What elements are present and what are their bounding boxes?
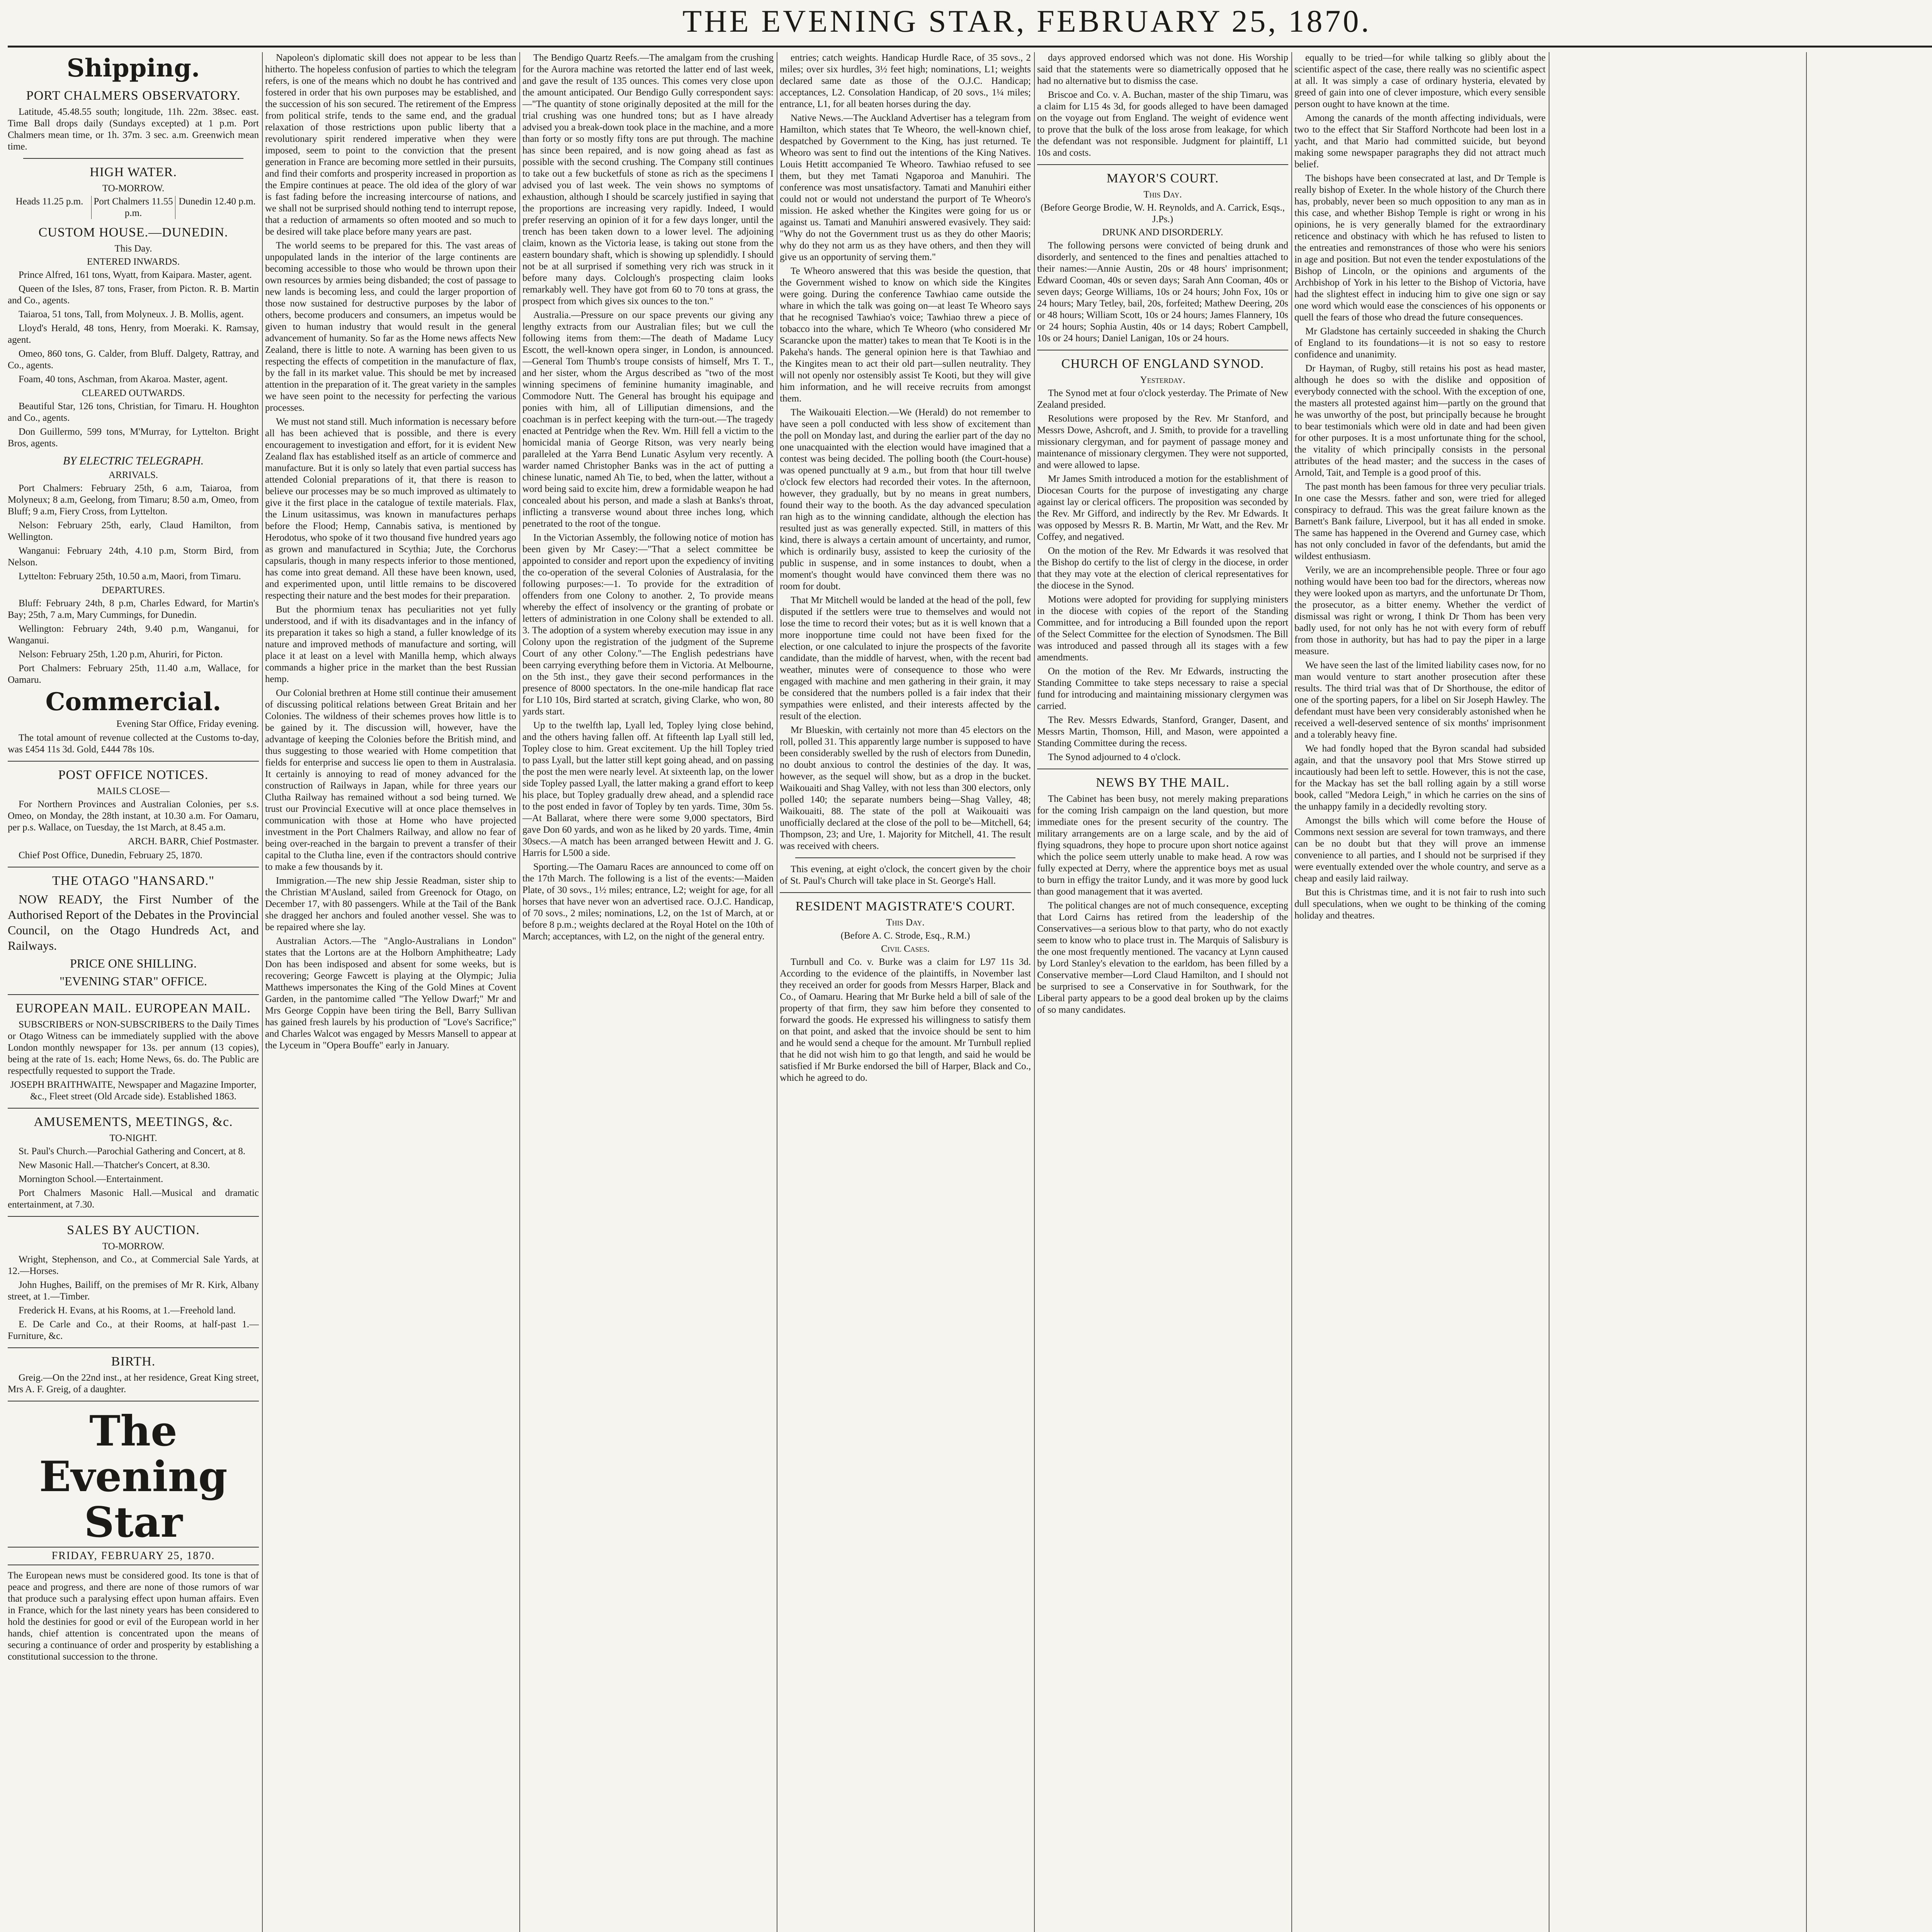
cleared-item: Beautiful Star, 126 tons, Christian, for Timaru. H. Houghton and Co., agents. — [8, 401, 259, 423]
article-paragraph: entries; catch weights. Handicap Hurdle Race, of 35 sovs., 2 miles; over six hurdles, 3½ feet high; nominations, L1; weights declared same date as those of the O.J.C. Handicap; acceptances, L2. Consolation Handicap, of 20 sovs., 1¼ miles; entrance, L1, for all beaten horses during the day. — [780, 53, 1031, 109]
auction-heading: SALES BY AUCTION. — [67, 1223, 200, 1237]
article-paragraph: The Synod met at four o'clock yesterday. The Primate of New Zealand presided. — [1037, 388, 1288, 410]
article-paragraph: days approved endorsed which was not done. His Worship said that the statements were so diametrically opposed that he had no alternative but to dismiss the case. — [1037, 53, 1288, 86]
arrival-item: Lyttelton: February 25th, 10.50 a.m, Maori, from Timaru. — [19, 571, 241, 582]
european-mail-text: SUBSCRIBERS or NON-SUBSCRIBERS to the Daily Times or Otago Witness can be immediately supplied with the above London monthly newspaper for 13s. per annum (13 copies), being at the rate of 1s. each; Home News, 6s. do. The Public are respectfully requested to support the Trade. — [8, 1019, 259, 1076]
column-rule — [519, 52, 520, 1932]
hansard-heading: THE OTAGO "HANSARD." — [52, 874, 214, 888]
article-paragraph: equally to be tried—for while talking so glibly about the scientific aspect of the case, there really was no scientific aspect at all. It was simply a case of ordinary hysteria, elevated by greed of gain into one of clever imposture, which every sensible person ought to have known at the time. — [1294, 53, 1546, 109]
column-5 — [1037, 52, 1288, 1932]
article-paragraph: The Bendigo Quartz Reefs.—The amalgam from the crushing for the Aurora machine was retorted the latter end of last week, and gave the result of 135 ounces. This comes very close upon the amount anticipated. Our Bendigo Gully correspondent says:—"The quantity of stone originally deposited at the mill for the trial crushing was one hundred tons; but as I have already advised you a break-down took place in the machine, and a more than forty or so mostly fifty tons are put through. The machine has since been repaired, and is now going ahead as fast as possible with the second crushing. The Company still continues to take out a few bucketfuls of stone as rich as the specimens I advised you of last week. The vein shows no symptoms of exhaustion, although I should be scarcely justified in saying that the proportions are increasing very rapidly. Indeed, I would prefer reserving an opinion of it for a few days longer, until the trench has been taken down to a lower level. The adjoining claim, known as the Victoria lease, is taking out stone from the eastern boundary shaft, which is showing up splendidly. I should not be at all surprised if something very rich was struck in it before many days. Colclough's prospecting claim looks remarkably well. They have got from 60 to 70 tons at grass, the prospect from which gives six ounces to the ton." — [522, 53, 774, 306]
article-paragraph: The Cabinet has been busy, not merely making preparations for the coming Irish campaign on the land question, but more immediate ones for the present security of the country. The military arrangements are on a large scale, and by the aid of flying squadrons, they hope to procure upon short notice against which the police seem utterly unable to make head. A row was fully expected at Derry, where the apprentice boys met as usual to burn in effigy the traitor Lundy, and it was more by good luck than good management that it was averted. — [1037, 794, 1288, 897]
article-paragraph: That Mr Mitchell would be landed at the head of the poll, few disputed if the settlers were true to themselves and would not lose the time to record their votes; but as it is well known that a more inopportune time could not have been fixed for the election, or one calculated to injure the prospects of the favorite candidate, than the middle of harvest, when, with the recent bad weather, minutes were of consequence to those who were engaged with machine and men gathering in their grain, it may be considered that the numbers polled is a fair index that their sympathies were enlisted, and their interests affected by the result of the election. — [780, 595, 1031, 721]
article-paragraph: The bishops have been consecrated at last, and Dr Temple is really bishop of Exeter. In the whole history of the Church there has, probably, never been so much opposition to any man as in this case, and whether Bishop Temple is right or wrong in his opinions, he is very generally blamed for the extraordinary reticence and obstinacy with which he has refused to listen to the entreaties and remonstrances of those who were his seniors in age and position. But not even the tender expostulations of the Bishop of Lincoln, or the opinions and arguments of the Archbishop of York in his letter to the Bishop of Victoria, have had the slightest effect in inducing him to give one sign or say one word which would ease the consciences of his opponents or quell the fears of those who dread the future consequences. — [1294, 173, 1546, 323]
article-paragraph: We had fondly hoped that the Byron scandal had subsided again, and that the unsavory pool that Mrs Stowe stirred up incautiously had been left to settle. However, this is not the case, for the Mackay has set the ball rolling again by a still worse book, called "Medora Leigh," in which he carries on the sins of the unhappy family in a decidedly revolting story. — [1294, 743, 1546, 812]
amusement-item: Port Chalmers Masonic Hall.—Musical and dramatic entertainment, at 7.30. — [8, 1188, 259, 1210]
high-water-sub: TO-MORROW. — [102, 183, 165, 194]
arrivals-heading: ARRIVALS. — [108, 470, 158, 480]
column-3 — [522, 52, 774, 1932]
post-office-heading: POST OFFICE NOTICES. — [58, 768, 209, 782]
column-rule — [262, 52, 263, 1932]
shipping-heading: Shipping. — [66, 54, 200, 83]
article-paragraph: The following persons were convicted of being drunk and disorderly, and sentenced to the fines and penalties attached to their names:—Annie Austin, 20s or 48 hours' imprisonment; Edward Cooman, 40s or seven days; Sarah Ann Cooman, 40s or seven days; George Williams, 10s or 24 hours; John Fox, 10s or 24 hours; Mary Tetley, bail, 20s, forfeited; Mathew Deering, 20s or 48 hours; William Scott, 10s or 24 hours; James Flannery, 10s or 24 hours; Sophia Austin, 40s or 14 days; Robert Campbell, 10s or 24 hours; Daniel Lanigan, 10s or 24 hours. — [1037, 240, 1288, 344]
issue-date: FRIDAY, FEBRUARY 25, 1870. — [8, 1547, 259, 1565]
commercial-text: The total amount of revenue collected at the Customs to-day, was £454 11s 3d. Gold, £444 78s 10s. — [8, 733, 259, 755]
article-paragraph: The Rev. Messrs Edwards, Stanford, Granger, Dasent, and Messrs Martin, Thomson, Hill, and Mason, were appointed a Standing Committee during the recess. — [1037, 715, 1288, 748]
resident-magistrate-heading: RESIDENT MAGISTRATE'S COURT. — [795, 899, 1015, 913]
article-paragraph: In the Victorian Assembly, the following notice of motion has been given by Mr Casey:—"That a select committee be appointed to consider and report upon the expediency of inviting the co-operation of the several Colonies of Australasia, for the following purposes:—1. To provide for the extradition of offenders from one Colony to another. 2, To provide means whereby the effect of insolvency or the granting of probate or letters of administration in one Colony shall be extended to all. 3. The adoption of a system whereby execution may issue in any Colony upon the registration of the judgment of the Supreme Court of any other Colony."—The English pedestrians have been carrying everything before them in Victoria. At Melbourne, on the 5th inst., they gave their second performances in the presence of 8000 spectators. In the one-mile handicap flat race for L10 10s, Bird started at scratch, giving Clarke, who won, 80 yards start. — [522, 532, 774, 717]
european-mail-signature: JOSEPH BRAITHWAITE, Newspaper and Magazine Importer, &c., Fleet street (Old Arcade side). Established 1863. — [10, 1080, 257, 1102]
synod-heading: CHURCH OF ENGLAND SYNOD. — [1061, 357, 1264, 371]
article-paragraph: Briscoe and Co. v. A. Buchan, master of the ship Timaru, was a claim for L15 4s 3d, for goods alleged to have been damaged on the voyage out from England. The weight of evidence went to prove that the bulk of the loss arose from leakage, for which the defendant was not responsible. Judgment for plaintiff, L1 10s and costs. — [1037, 90, 1288, 158]
hansard-price: PRICE ONE SHILLING. — [70, 956, 197, 970]
post-office-sub: MAILS CLOSE— — [97, 786, 170, 796]
column-rule — [1806, 52, 1807, 1932]
arrival-item: Port Chalmers: February 25th, 6 a.m, Taiaroa, from Molyneux; 8 a.m, Geelong, from Timaru; 8.50 a.m, Omeo, from Bluff; 9 a.m, Fiery Cross, from Lyttelton. — [8, 483, 259, 517]
tide-table — [8, 196, 259, 219]
article-paragraph: Mr James Smith introduced a motion for the establishment of Diocesan Courts for the purpose of investigating any charge against lay or clerical officers. The proposition was seconded by the Rev. Mr Gifford, and indirectly by the Rev. Mr Edwards. It was opposed by Messrs R. B. Martin, Mr Watt, and the Rev. Mr Coffey, and negatived. — [1037, 474, 1288, 542]
article-paragraph: On the motion of the Rev. Mr Edwards, instructing the Standing Committee to take steps necessary to raise a special fund for introducing and maintaining missionary clergymen was carried. — [1037, 666, 1288, 711]
article-paragraph: But the phormium tenax has peculiarities not yet fully understood, and if with its disadvantages and in the infancy of its preparation it takes so high a stand, a fuller knowledge of its nature and improved methods of manufacture and sorting, will place it at least on a level with Manilla hemp, which always commands a higher price in the market than the best Russian hemp. — [265, 604, 516, 684]
commercial-heading: Commercial. — [45, 687, 221, 716]
post-office-signature: ARCH. BARR, Chief Postmaster. — [128, 836, 259, 847]
amusement-item: Mornington School.—Entertainment. — [19, 1174, 163, 1184]
article-paragraph: Immigration.—The new ship Jessie Readman, sister ship to the Christian M'Ausland, sailed from Greenock for Otago, on December 17, with 80 passengers. While at the Tail of the Bank she dragged her anchors and fouled another vessel. She was to be repaired where she lay. — [265, 876, 516, 932]
article-paragraph: But this is Christmas time, and it is not fair to rush into such dull speculations, when we ought to be thinking of the coming holiday and theatres. — [1294, 887, 1546, 921]
synod-day: Yesterday. — [1140, 375, 1185, 385]
post-office-footer: Chief Post Office, Dunedin, February 25, 1870. — [19, 850, 202, 861]
hansard-office: "EVENING STAR" OFFICE. — [60, 974, 207, 988]
evening-star-logo: The Evening Star — [39, 1407, 228, 1547]
article-paragraph: Australia.—Pressure on our space prevents our giving any lengthy extracts from our Australian files; but we cull the following items from them:—The death of Madame Lucy Escott, the well-known opera singer, in London, is announced.—General Tom Thumb's troupe consists of himself, Mrs T. T., and her sister, whom the Argus described as "two of the most winning specimens of feminine humanity imaginable, and Commodore Nutt. The General has brought his equipage and ponies with him, all of Lilliputian dimensions, and the coachman is in perfect keeping with the turn-out.—The tragedy enacted at Pentridge when the Rev. Wm. Hill fell a victim to the homicidal mania of George Ritson, was very nearly being paralleled at the Yarra Bend Lunatic Asylum very recently. A warder named Christopher Banks was in the act of putting a chinese lunatic, named Ah Tie, to bed, when the latter, without a word being said to excite him, drew a formidable weapon he had concealed about his person, and made a slash at Banks's throat, inflicting a transverse wound about three inches long, which penetrated to the root of the tongue. — [522, 310, 774, 529]
hansard-text: NOW READY, the First Number of the Authorised Report of the Debates in the Provincial Council, on the Otago Hundreds Act, and Railways. — [8, 892, 259, 952]
cleared-heading: CLEARED OUTWARDS. — [82, 388, 185, 398]
departure-item: Nelson: February 25th, 1.20 p.m, Ahuriri, for Picton. — [19, 649, 223, 660]
lead-article: The European news must be considered good. Its tone is that of peace and progress, and there are none of those rumors of war that produce such a paralysing effect upon human affairs. Even in France, which for the last ninety years has been considered to hold the destinies for good or evil of the European world in her hands, chief attention is concentrated upon the means of securing a continuance of order and prosperity by establishing a constitutional succession to the throne. — [8, 1570, 259, 1662]
tide-heads: Heads 11.25 p.m. — [15, 196, 83, 207]
arrival-item: Wanganui: February 24th, 4.10 p.m, Storm Bird, from Nelson. — [8, 546, 259, 568]
column-rule — [1034, 52, 1035, 1932]
drunk-heading: DRUNK AND DISORDERLY. — [1102, 227, 1223, 238]
article-paragraph: Mr Gladstone has certainly succeeded in shaking the Church of England to its foundations—it is not so easy to restore confidence and unanimity. — [1294, 326, 1546, 360]
birth-heading: BIRTH. — [111, 1354, 156, 1369]
departure-item: Wellington: February 24th, 9.40 p.m, Wanganui, for Wanganui. — [8, 624, 259, 646]
article-paragraph: Verily, we are an incomprehensible people. Three or four ago nothing would have been too bad for the directors, whereas now they were looked upon as martyrs, and the unfortunate Dr Thom, the prosecutor, as a bitter enemy. Whether the verdict of dismissal was right or wrong, I think Dr Thom has been very badly used, for not only has he not with every form of rebuff from those in authority, but has had to pay the piper in a large measure. — [1294, 565, 1546, 656]
masthead-rule — [8, 46, 1932, 48]
amusement-item: New Masonic Hall.—Thatcher's Concert, at 8.30. — [19, 1160, 210, 1170]
article-paragraph: Amongst the bills which will come before the House of Commons next session are several for town tramways, and there can be no doubt but that they will prove an immense convenience to all parties, and I should not be surprised if they were eventually extended over the whole country, and serve as a cheap and easily laid railway. — [1294, 815, 1546, 884]
entered-item: Omeo, 860 tons, G. Calder, from Bluff. Dalgety, Rattray, and Co., agents. — [8, 349, 259, 371]
article-paragraph: On the motion of the Rev. Mr Edwards it was resolved that the Bishop do certify to the list of clergy in the diocese, in order that they may vote at the election of clerical representatives for the diocese in the Synod. — [1037, 546, 1288, 591]
article-paragraph: Turnbull and Co. v. Burke was a claim for L97 11s 3d. According to the evidence of the plaintiffs, in November last they received an order for goods from Messrs Harper, Black and Co., of Oamaru. Hearing that Mr Burke held a bill of sale of the property of that firm, they saw him before they consented to forward the goods. He expressed his willingness to satisfy them on that point, and asked that the invoice should be sent to him and he would send a cheque for the amount. Mr Turnbull replied that he did not wish him to go that length, and said he would be satisfied if Mr Burke endorsed the bill of Harper, Black and Co., which he agreed to do. — [780, 957, 1031, 1083]
article-paragraph: Resolutions were proposed by the Rev. Mr Stanford, and Messrs Dowe, Ashcroft, and J. Smith, to provide for a travelling missionary clergyman, and for payment of passage money and maintenance of missionary clergymen. They were not supported, and were allowed to lapse. — [1037, 413, 1288, 470]
auction-item: E. De Carle and Co., at their Rooms, at half-past 1.—Furniture, &c. — [8, 1319, 259, 1341]
tide-dunedin: Dunedin 12.40 p.m. — [175, 196, 259, 219]
news-by-mail-heading: NEWS BY THE MAIL. — [1096, 776, 1230, 790]
article-paragraph: The Waikouaiti Election.—We (Herald) do not remember to have seen a poll conducted with less show of excitement than the poll on Monday last, and during the earlier part of the day no one unacquainted with the election would have imagined that a contest was being decided. The polling booth (the Court-house) was opened punctually at 9 a.m., but from that hour till twelve o'clock few electors had recorded their votes. In the afternoon, however, they gradually, but by no means in great numbers, found their way to the booth. As the day advanced speculation ran high as to the winning candidate, although the election has resulted just as was generally expected. Still, in matters of this kind, there is always a certain amount of uncertainty, and rumor, which is ordinarily busy, assisted to keep the curiosity of the public in suspense, and in some instances to doubt, when a moment's thought would have convinced them there was no room for doubt. — [780, 407, 1031, 592]
entered-item: Taiaroa, 51 tons, Tall, from Molyneux. J. B. Mollis, agent. — [19, 309, 244, 320]
entered-item: Queen of the Isles, 87 tons, Fraser, from Picton. R. B. Martin and Co., agents. — [8, 284, 259, 306]
resident-magistrate-day: This Day. — [886, 917, 925, 928]
auction-sub: TO-MORROW. — [102, 1241, 165, 1252]
auction-item: Frederick H. Evans, at his Rooms, at 1.—Freehold land. — [19, 1305, 236, 1316]
arrival-item: Nelson: February 25th, early, Claud Hamilton, from Wellington. — [8, 520, 259, 542]
auction-item: John Hughes, Bailiff, on the premises of Mr R. Kirk, Albany street, at 1.—Timber. — [8, 1280, 259, 1302]
article-paragraph: Mr Blueskin, with certainly not more than 45 electors on the roll, polled 31. This apparently large number is supposed to have been considerably swelled by the rush of electors from Dunedin, no doubt anxious to control the destinies of the day. It was, however, as the sequel will show, but as a drop in the bucket. Waikouaiti and Shag Valley, with not less than 300 electors, only polled 140; the separate numbers being—Shag Valley, 48; Waikouaiti, 88. The state of the poll at Waikouaiti was unofficially declared at the close of the poll to be—Mitchell, 64; Thompson, 23; and Ure, 1. Majority for Mitchell, 41. The result was received with cheers. — [780, 725, 1031, 851]
article-paragraph: We must not stand still. Much information is necessary before all has been achieved that is possible, and there is every encouragement to investigation and effort, for it is evident New Zealand flax has established itself as an article of commerce and manufacture. But it is only so lately that even partial success has attended Colonial preparations of it, that there is reason to believe our processes may be so much improved as ultimately to give it the first place in the catalogue of textile materials. Flax, the Linum usitassimus, was known in manufactures perhaps before the Flood; Hemp, Cannabis sativa, is mentioned by Herodotus, who spoke of it two thousand five hundred years ago as grown and manufactured in Scythia; Jute, the Corchorus capsularis, though in many respects inferior to those mentioned, has come into great demand. All these have been known, used, and experimented upon, until little remains to be discovered respecting their nature and the best modes for their preparation. — [265, 417, 516, 601]
column-rule — [1291, 52, 1292, 1932]
column-2 — [265, 52, 516, 1932]
entered-item: Prince Alfred, 161 tons, Wyatt, from Kaipara. Master, agent. — [19, 270, 252, 280]
entered-item: Foam, 40 tons, Aschman, from Akaroa. Master, agent. — [19, 374, 228, 384]
entered-item: Lloyd's Herald, 48 tons, Henry, from Moeraki. K. Ramsay, agent. — [8, 323, 259, 345]
auction-item: Wright, Stephenson, and Co., at Commercial Sale Yards, at 12.—Horses. — [8, 1254, 259, 1276]
article-paragraph: Among the canards of the month affecting individuals, were two to the effect that Sir Stafford Northcote had been lost in a yacht, and that Mario had committed suicide, but beyond making some newspaper paragraphs they did not attract much belief. — [1294, 113, 1546, 170]
customs-day: This Day. — [114, 243, 152, 254]
mayors-court-heading: MAYOR'S COURT. — [1106, 171, 1219, 185]
departures-heading: DEPARTURES. — [102, 585, 165, 595]
commercial-office: Evening Star Office, Friday evening. — [116, 719, 259, 729]
article-paragraph: Dr Hayman, of Rugby, still retains his post as head master, although he does so with the dislike and opposition of everybody connected with the school. With the exception of one, the masters all protested against him—partly on the ground that he was unworthy of the post, but principally because he brought to bear testimonials which were old in date and had been given for other purposes. It is a most unfortunate thing for the school, the vitality of which principally consists in the personal attributes of the head master; and the success in the cases of Arnold, Tait, and Temple is a good proof of this. — [1294, 363, 1546, 478]
column-4 — [780, 52, 1031, 1932]
article-paragraph: Te Wheoro answered that this was beside the question, that the Government wished to know on which side the Kingites were going. During the conference Tawhiao came outside the whare in which the talk was going on—at least Te Wheoro says that he recognised Tawhiao's voice; Tawhiao threw a piece of tobacco into the whare, which Te Wheoro (who considered Mr Scarancke upon the matter) takes to mean that Te Kooti is in the Pakeha's hands. The general opinion here is that Tawhiao and the Kingites mean to act their old part—sullen neutrality. They will not openly nor ostensibly assist Te Kooti, but they will give him information, and he will receive recruits from amongst them. — [780, 266, 1031, 404]
article-paragraph: Our Colonial brethren at Home still continue their amusement of discussing political relations between Great Britain and her Colonies. The wildness of their schemes proves how little is to be gained by it. The discussion will, however, have the advantage of keeping the Colonies before the British mind, and thus suggesting to those wearied with Home competition that fields for enterprise and success lie open to them in Australasia. It certainly is annoying to read of money advanced for the construction of Railways in Japan, while for three years our Clutha Railway has remained without a sod being turned. We trust our Provincial Executive will at once place themselves in communication with those at Home who have projected investment in the Port Chalmers Railway, and allow no fear of being over-reached in the bargain to prevent a transfer of their capital to the Clutha line, even if the contractors should contrive to make a few thousands by it. — [265, 688, 516, 872]
observatory-text: Latitude, 45.48.55 south; longitude, 11h. 22m. 38sec. east. Time Ball drops daily (Sundays excepted) at 1 p.m. Port Chalmers mean time, or 1h. 37m. 3 sec. a.m. Greenwich mean time. — [8, 107, 259, 152]
article-paragraph: Native News.—The Auckland Advertiser has a telegram from Hamilton, which states that Te Wheoro, the well-known chief, despatched by Government to the King, has just returned. Te Wheoro was sent to find out the intentions of the King Natives. Louis Hetitt accompanied Te Wheoro. Tawhiao refused to see them, but they met Tamati Ngaporoa and Manuhiri. The conference was most unsatisfactory. Tamati and Manuhiri either could not or would not understand the purport of Te Wheoro's mission. He asked whether the Kingites were going for us or against us. Tamati and Manuhiri answered evasively. They said: "Why do not the Government trust us as they do other Maoris; why do they not arm us as they have others, and then they will give us an opportunity of serving them." — [780, 113, 1031, 262]
article-paragraph: The Synod adjourned to 4 o'clock. — [1048, 752, 1181, 762]
cleared-item: Don Guillermo, 599 tons, M'Murray, for Lyttelton. Bright Bros, agents. — [8, 427, 259, 449]
article-paragraph: Motions were adopted for providing for supplying ministers in the diocese with copies of the report of the Standing Committee, and for introducing a Bill founded upon the report of the Select Committee for the election of Synodsmen. The Bill was introduced and passed through all its stages with a few amendments. — [1037, 594, 1288, 663]
high-water-heading: HIGH WATER. — [90, 165, 177, 179]
column-1 — [8, 52, 259, 1932]
departure-item: Bluff: February 24th, 8 p.m, Charles Edward, for Martin's Bay; 25th, 7 a.m, Mary Cummings, for Dunedin. — [8, 598, 259, 620]
article-paragraph: The past month has been famous for three very peculiar trials. In one case the Messrs. father and son, were tried for alleged conspiracy to defraud. This was the great failure known as the Barnett's Bank failure, Liverpool, but it has all ended in smoke. The same has happened in the Overend and Gurney case, which has not only concluded in favor of the defendants, but amid the wildest enthusiasm. — [1294, 481, 1546, 561]
european-mail-heading: EUROPEAN MAIL. EUROPEAN MAIL. — [16, 1001, 251, 1015]
amusements-heading: AMUSEMENTS, MEETINGS, &c. — [34, 1115, 233, 1129]
mayors-court-day: This Day. — [1143, 189, 1182, 200]
article-paragraph: Australian Actors.—The "Anglo-Australians in London" states that the Lortons are at the Holborn Amphitheatre; Lady Don has been indisposed and absent for some weeks, but is recovering; George Fawcett is playing at the Olympic; Julia Matthews impersonates the King of the Gold Mines at Covent Garden, in the pantomime called "The Yellow Dwarf;" Mr and Mrs George Coppin have been tiring the Bell, Barry Sullivan has gained fresh laurels by his production of "Love's Sacrifice;" and Charles Walcot was engaged by Messrs Mansell to appear at the Lyceum in "Opera Bouffe" early in January. — [265, 936, 516, 1051]
article-paragraph: Up to the twelfth lap, Lyall led, Topley lying close behind, and the others having fallen off. At fifteenth lap Lyall still led, Topley close to him. Great excitement. Up the hill Topley tried to pass Lyall, but the latter still kept going ahead, and on passing the post the men were nearly level. At sixteenth lap, on the lower side Topley passed Lyall, the latter making a grand effort to keep his place, but Topley gradually drew ahead, and a splendid race to the post ended in favor of Topley by ten yards. Time, 30m 5s.—At Ballarat, where there were some 9,000 spectators, Bird gave Don 60 yards, and won as he liked by 20 yards. Time, 4min 30secs.—A match has been arranged between Hewitt and J. G. Harris for L500 a side. — [522, 720, 774, 858]
resident-magistrate-before: (Before A. C. Strode, Esq., R.M.) — [840, 930, 970, 941]
departure-item: Port Chalmers: February 25th, 11.40 a.m, Wallace, for Oamaru. — [8, 663, 259, 685]
telegraph-heading: BY ELECTRIC TELEGRAPH. — [63, 454, 204, 467]
article-paragraph: The world seems to be prepared for this. The vast areas of unpopulated lands in the interior of the large continents are becoming accessible to those who would be thrown upon their own resources by armies being disbanded; the cost of passage to new lands is becoming less, and could the larger proportion of those now sustained for destructive purposes by the labor of others, become producers and consumers, an impetus would be given to human industry that would result in the general advancement of humanity. So far as the Home news affects New Zealand, there is little to note. A warning has been given to us respecting the effects of competition in the manufacture of flax, by the fall in its market value. This should be met by increased attention in the preparation of it. The great variety in the samples we have seen point to the necessity for perfecting the various processes. — [265, 240, 516, 413]
amusements-sub: TO-NIGHT. — [109, 1133, 157, 1143]
article-paragraph: The political changes are not of much consequence, excepting that Lord Cairns has retired from the leadership of the Conservatives—a serious blow to that party, who do not exactly seem to know who to place trust in. The Marquis of Salisbury is the one most frequently mentioned. The vacancy at Lynn caused by Lord Stanley's elevation to the earldom, has been filled by a Conservative member—Lord Claud Hamilton, and I should not be surprised to see a Conservative in for Southwark, for the Liberal party appears to be a good deal broken up by the claims of so many candidates. — [1037, 900, 1288, 1015]
article-paragraph: Napoleon's diplomatic skill does not appear to be less than hitherto. The hopeless confusion of parties to which the telegram refers, is one of the means which no doubt he has contrived and fostered in order that his own purposes may be established, and the succession of his son secured. The retirement of the Empress from political strife, tends to the same end, and the gradual relaxation of those restrictions upon public liberty that a revolutionary spirit rendered imperative when they were imposed, seem to point to the conviction that the present generation in France are becoming more settled in their pursuits, and find their comforts and prosperity increased in proportion as the Empire continues at peace. The old idea of the glory of war is fast fading before the increasing intercourse of nations, and we shall not be surprised should nothing tend to interrupt repose, that a reduction of armaments so often mooted and so much to be desired will take place before many years are past. — [265, 53, 516, 237]
post-office-text: For Northern Provinces and Australian Colonies, per s.s. Omeo, on Monday, the 28th instant, at 10.30 a.m. For Oamaru, per p.s. Wallace, on Tuesday, the 1st March, at 8.45 a.m. — [8, 799, 259, 833]
article-paragraph: This evening, at eight o'clock, the concert given by the choir of St. Paul's Church will take place in St. George's Hall. — [780, 864, 1031, 886]
amusement-item: St. Paul's Church.—Parochial Gathering and Concert, at 8. — [19, 1146, 246, 1156]
article-paragraph: We have seen the last of the limited liability cases now, for no man would venture to start another prosecution after these results. The third trial was that of Dr Shorthouse, the editor of one of the sporting papers, for a libel on Sir Joseph Hawley. The defendant must have been very considerably astonished when he received a well-deserved sentence of six months' imprisonment and a tolerably heavy fine. — [1294, 660, 1546, 740]
observatory-heading: PORT CHALMERS OBSERVATORY. — [26, 88, 241, 103]
birth-text: Greig.—On the 22nd inst., at her residence, Great King street, Mrs A. F. Greig, of a daughter. — [8, 1372, 259, 1395]
customs-heading: CUSTOM HOUSE.—DUNEDIN. — [38, 225, 228, 240]
page-masthead: THE EVENING STAR, FEBRUARY 25, 1870. — [682, 3, 1371, 39]
mayors-court-before: (Before George Brodie, W. H. Reynolds, and A. Carrick, Esqs., J.Ps.) — [1040, 202, 1285, 224]
article-paragraph: Sporting.—The Oamaru Races are announced to come off on the 17th March. The following is a list of the events:—Maiden Plate, of 30 sovs., 1½ miles; entrance, L2; weight for age, for all horses that have never won an advertised race. O.J.C. Handicap, of 70 sovs., 2 miles; nominations, L2, on the 1st of March, at or before 8 p.m.; weights declared at the Royal Hotel on the 10th of March; acceptances, with L2, on the night of the general entry. — [522, 862, 774, 942]
civil-cases-heading: Civil Cases. — [881, 944, 930, 954]
entered-heading: ENTERED INWARDS. — [87, 257, 180, 267]
column-6 — [1294, 52, 1546, 1932]
tide-port-chalmers: Port Chalmers 11.55 p.m. — [91, 196, 175, 219]
